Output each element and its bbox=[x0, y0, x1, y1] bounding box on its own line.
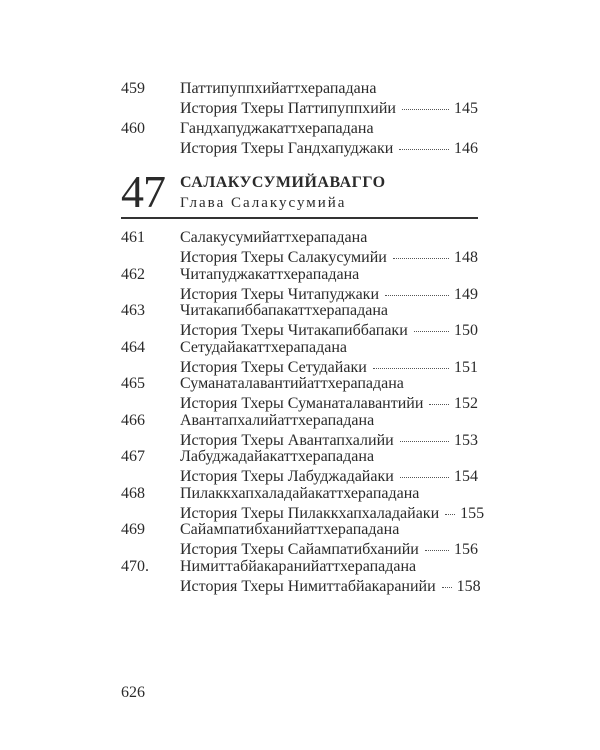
entry-page-number: 152 bbox=[454, 395, 478, 412]
toc-entry bbox=[0, 557, 600, 597]
entry-subtitle: История Тхеры Читапуджаки bbox=[180, 286, 380, 303]
entry-number: 470. bbox=[121, 558, 149, 575]
chapter-title: САЛАКУСУМИЙАВАГГО bbox=[180, 174, 386, 191]
entry-number: 467 bbox=[121, 448, 145, 465]
entry-title: Гандхапуджакаттхерападана bbox=[180, 120, 374, 137]
toc-entry bbox=[0, 79, 600, 119]
entry-subtitle: История Тхеры Паттипуппхийи bbox=[180, 100, 396, 117]
toc-entry bbox=[0, 520, 600, 560]
entry-page-number: 146 bbox=[454, 140, 478, 157]
entry-number: 468 bbox=[121, 485, 145, 502]
entry-page-number: 156 bbox=[454, 541, 478, 558]
entry-subline bbox=[180, 577, 481, 597]
entry-title: Паттипуппхийаттхерападана bbox=[180, 80, 377, 97]
entry-number: 469 bbox=[121, 521, 145, 538]
entry-number: 462 bbox=[121, 266, 145, 283]
dot-leader bbox=[429, 404, 449, 405]
dot-leader bbox=[442, 587, 452, 588]
entry-number: 463 bbox=[121, 302, 145, 319]
entry-title: Сайампатибханийаттхерападана bbox=[180, 521, 400, 538]
toc-entry bbox=[0, 265, 600, 305]
entry-subline bbox=[180, 139, 478, 159]
entry-subtitle: История Тхеры Лабуджадайаки bbox=[180, 468, 394, 485]
toc-entry bbox=[0, 338, 600, 378]
entry-subtitle: История Тхеры Нимиттабйакаранийи bbox=[180, 578, 436, 595]
entry-subtitle: История Тхеры Читакапиббапаки bbox=[180, 322, 408, 339]
entry-subtitle: История Тхеры Авантапхалийи bbox=[180, 432, 394, 449]
entry-page-number: 145 bbox=[454, 100, 478, 117]
page-folio: 626 bbox=[121, 684, 145, 701]
entry-title: Нимиттабйакаранийаттхерападана bbox=[180, 558, 417, 575]
entry-number: 461 bbox=[121, 229, 145, 246]
chapter-number: 47 bbox=[121, 166, 165, 217]
entry-title: Лабуджадайакаттхерападана bbox=[180, 448, 375, 465]
dot-leader bbox=[399, 149, 449, 150]
entry-title: Авантапхалийаттхерападана bbox=[180, 412, 375, 429]
dot-leader bbox=[425, 550, 449, 551]
entry-title: Читакапиббапакаттхерападана bbox=[180, 302, 388, 319]
entry-page-number: 158 bbox=[456, 578, 481, 595]
entry-title: Суманаталавантийаттхерападана bbox=[180, 375, 404, 392]
entry-subtitle: История Тхеры Сетудайаки bbox=[180, 359, 367, 376]
entry-subtitle: История Тхеры Сайампатибханийи bbox=[180, 541, 419, 558]
toc-entry bbox=[0, 228, 600, 268]
entry-title: Читапуджакаттхерападана bbox=[180, 266, 360, 283]
toc-entry bbox=[0, 301, 600, 341]
entry-page-number: 149 bbox=[454, 286, 478, 303]
entry-number: 460 bbox=[121, 120, 145, 137]
dot-leader bbox=[402, 109, 449, 110]
entry-title: Сетудайакаттхерападана bbox=[180, 339, 348, 356]
dot-leader bbox=[400, 441, 449, 442]
entry-page-number: 150 bbox=[454, 322, 478, 339]
toc-entry bbox=[0, 374, 600, 414]
dot-leader bbox=[445, 514, 455, 515]
entry-number: 466 bbox=[121, 412, 145, 429]
dot-leader bbox=[414, 331, 449, 332]
dot-leader bbox=[385, 295, 449, 296]
chapter-heading bbox=[121, 168, 478, 220]
toc-entry bbox=[0, 119, 600, 159]
entry-page-number: 154 bbox=[454, 468, 478, 485]
entry-page-number: 153 bbox=[454, 432, 478, 449]
chapter-subtitle: Глава Салакусумийа bbox=[180, 195, 347, 211]
entry-page-number: 155 bbox=[460, 505, 485, 522]
entry-subtitle: История Тхеры Салакусумийи bbox=[180, 249, 387, 266]
entry-subline bbox=[180, 99, 478, 119]
entry-page-number: 151 bbox=[454, 359, 478, 376]
toc-entry bbox=[0, 411, 600, 451]
entry-subtitle: История Тхеры Гандхапуджаки bbox=[180, 140, 394, 157]
dot-leader bbox=[393, 258, 449, 259]
toc-entry bbox=[0, 447, 600, 487]
chapter-rule bbox=[121, 217, 478, 219]
entry-title: Салакусумийаттхерападана bbox=[180, 229, 368, 246]
entry-number: 464 bbox=[121, 339, 145, 356]
entry-number: 459 bbox=[121, 80, 145, 97]
entry-page-number: 148 bbox=[454, 249, 478, 266]
entry-number: 465 bbox=[121, 375, 145, 392]
dot-leader bbox=[373, 368, 449, 369]
entry-subtitle: История Тхеры Суманаталавантийи bbox=[180, 395, 424, 412]
toc-entry bbox=[0, 484, 600, 524]
entry-title: Пилаккхапхаладайакаттхерападана bbox=[180, 485, 420, 502]
dot-leader bbox=[400, 477, 449, 478]
entry-subtitle: История Тхеры Пилаккхапхаладайаки bbox=[180, 505, 440, 522]
